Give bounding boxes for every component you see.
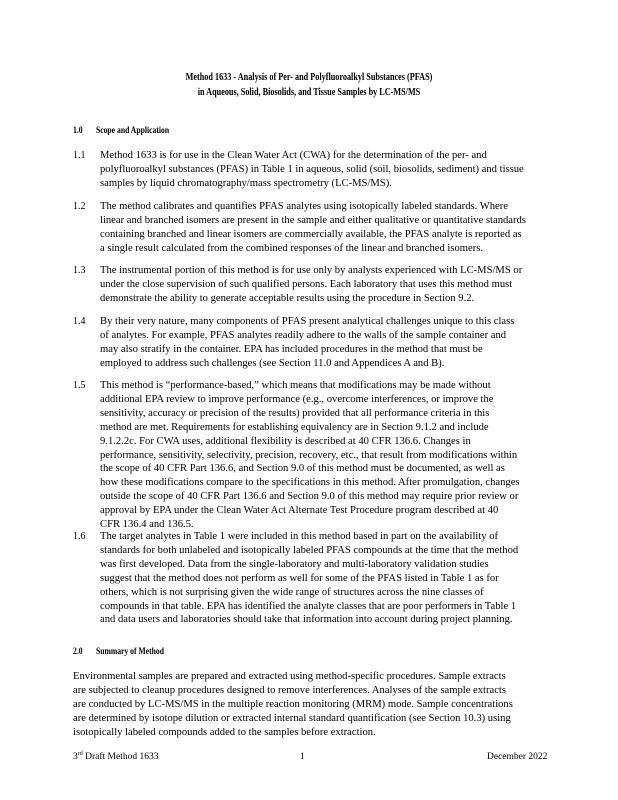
footer-ordinal-suffix: rd xyxy=(77,750,83,757)
paragraph-line: outside the scope of 40 CFR Part 136.6 and Section 9.0 of this method may require prior review or xyxy=(100,491,519,503)
paragraph-line: isotopically labeled compounds added to the samples before extraction. xyxy=(73,726,376,738)
paragraph-number: 1.4 xyxy=(73,316,86,327)
paragraph-line: samples by liquid chromatography/mass spectrometry (LC-MS/MS). xyxy=(100,177,392,189)
paragraph-line: was first developed. Data from the single-laboratory and multi-laboratory validation studies xyxy=(100,558,489,570)
footer-document-name xyxy=(73,752,158,762)
paragraph-line: This method is “performance-based,” which means that modifications may be made without xyxy=(100,380,491,391)
paragraph-line: sensitivity, accuracy or precision of the results) provided that all performance criteria in this xyxy=(100,407,490,419)
footer-page-number: 1 xyxy=(300,752,305,762)
paragraph-line: CFR 136.4 and 136.5. xyxy=(100,519,194,531)
paragraph-line: The target analytes in Table 1 were included in this method based in part on the availability of xyxy=(100,531,499,542)
paragraph-line: method are met. Requirements for establishing equivalency are in Section 9.1.2 and include xyxy=(100,421,489,433)
paragraph-number: 1.5 xyxy=(73,380,86,391)
paragraph-line: of analytes. For example, PFAS analytes readily adhere to the walls of the sample container and xyxy=(100,329,507,341)
section-number: 1.0 xyxy=(73,125,83,135)
paragraph-line: compounds in that table. EPA has identified the analyte classes that are poor performers in Table 1 xyxy=(100,600,517,612)
paragraph-line: and data users and laboratories should take that information into account during project planning. xyxy=(100,614,513,626)
paragraph-line: the scope of 40 CFR Part 136.6, and Section 9.0 of this method must be documented, as well as xyxy=(100,463,505,475)
paragraph-line: The method calibrates and quantifies PFAS analytes using isotopically labeled standards. Where xyxy=(100,201,508,212)
paragraph-number: 1.1 xyxy=(73,150,86,161)
paragraph-line: additional EPA review to improve performance (e.g., overcome interferences, or improve the xyxy=(100,393,494,405)
section-title: Summary of Method xyxy=(95,646,164,656)
footer-date: December 2022 xyxy=(487,752,548,762)
paragraph-line: may also stratify in the container. EPA has included procedures in the method that must be xyxy=(100,343,483,355)
paragraph-line: Method 1633 is for use in the Clean Water Act (CWA) for the determination of the per- and xyxy=(100,150,487,161)
summary-paragraph xyxy=(73,670,551,740)
paragraph-line: linear and branched isomers are present in the sample and either qualitative or quantitative standards xyxy=(100,214,526,226)
section-heading-scope xyxy=(73,125,169,135)
paragraph-line: containing branched and linear isomers are commercially available, the PFAS analyte is reported as xyxy=(100,228,522,240)
paragraph-line: demonstrate the ability to generate acceptable results using the procedure in Section 9.2. xyxy=(100,292,475,304)
document-title-line-2: in Aqueous, Solid, Biosolids, and Tissue Samples by LC-MS/MS xyxy=(197,87,421,98)
paragraph-line: under the close supervision of such qualified persons. Each laboratory that uses this method must xyxy=(100,278,513,290)
paragraph-line: 9.1.2.2c. For CWA uses, additional flexibility is described at 40 CFR 136.6. Changes in xyxy=(100,435,471,447)
paragraph-line: performance, sensitivity, selectivity, precision, recovery, etc., that result from modifications within xyxy=(100,449,518,461)
paragraph-line: are conducted by LC-MS/MS in the multiple reaction monitoring (MRM) mode. Sample concentrations xyxy=(73,698,513,710)
section-heading-summary xyxy=(73,646,164,656)
section-number: 2.0 xyxy=(73,646,83,656)
paragraph-line: standards for both unlabeled and isotopically labeled PFAS compounds at the time that the method xyxy=(100,544,519,556)
paragraph-number: 1.3 xyxy=(73,265,86,276)
paragraph-line: others, which is not surprising given the wide range of structures across the nine classes of xyxy=(100,586,484,598)
paragraph-line: By their very nature, many components of PFAS present analytical challenges unique to this class xyxy=(100,316,515,327)
paragraph-line: are determined by isotope dilution or extracted internal standard quantification (see Section 10.3) using xyxy=(73,712,511,724)
footer-ordinal-number: 3 xyxy=(73,752,78,762)
paragraph-line: approval by EPA under the Clean Water Act Alternate Test Procedure program described at 40 xyxy=(100,505,499,517)
paragraph-line: a single result calculated from the combined responses of the linear and branched isomers. xyxy=(100,242,484,254)
paragraph-number: 1.2 xyxy=(73,201,86,212)
paragraph-line: The instrumental portion of this method is for use only by analysts experienced with LC-MS/MS or xyxy=(100,265,523,276)
footer-document-label: Draft Method 1633 xyxy=(82,752,159,762)
paragraph-number: 1.6 xyxy=(73,531,86,542)
paragraph-line: how these modifications compare to the specifications in this method. After promulgation, changes xyxy=(100,477,520,489)
document-title-line-1: Method 1633 - Analysis of Per- and Polyfluoroalkyl Substances (PFAS) xyxy=(185,72,433,83)
paragraph-line: are subjected to cleanup procedures designed to remove interferences. Analyses of the sample extracts xyxy=(73,684,506,696)
paragraph-line: polyfluoroalkyl substances (PFAS) in Table 1 in aqueous, solid (soil, biosolids, sediment) and tissue xyxy=(100,163,524,175)
paragraph-line: suggest that the method does not perform as well for some of the PFAS listed in Table 1 as for xyxy=(100,572,499,584)
paragraph-line: Environmental samples are prepared and extracted using method-specific procedures. Sample extracts xyxy=(73,671,506,682)
section-title: Scope and Application xyxy=(95,125,170,135)
paragraph-line: employed to address such challenges (see Section 11.0 and Appendices A and B). xyxy=(100,357,445,369)
